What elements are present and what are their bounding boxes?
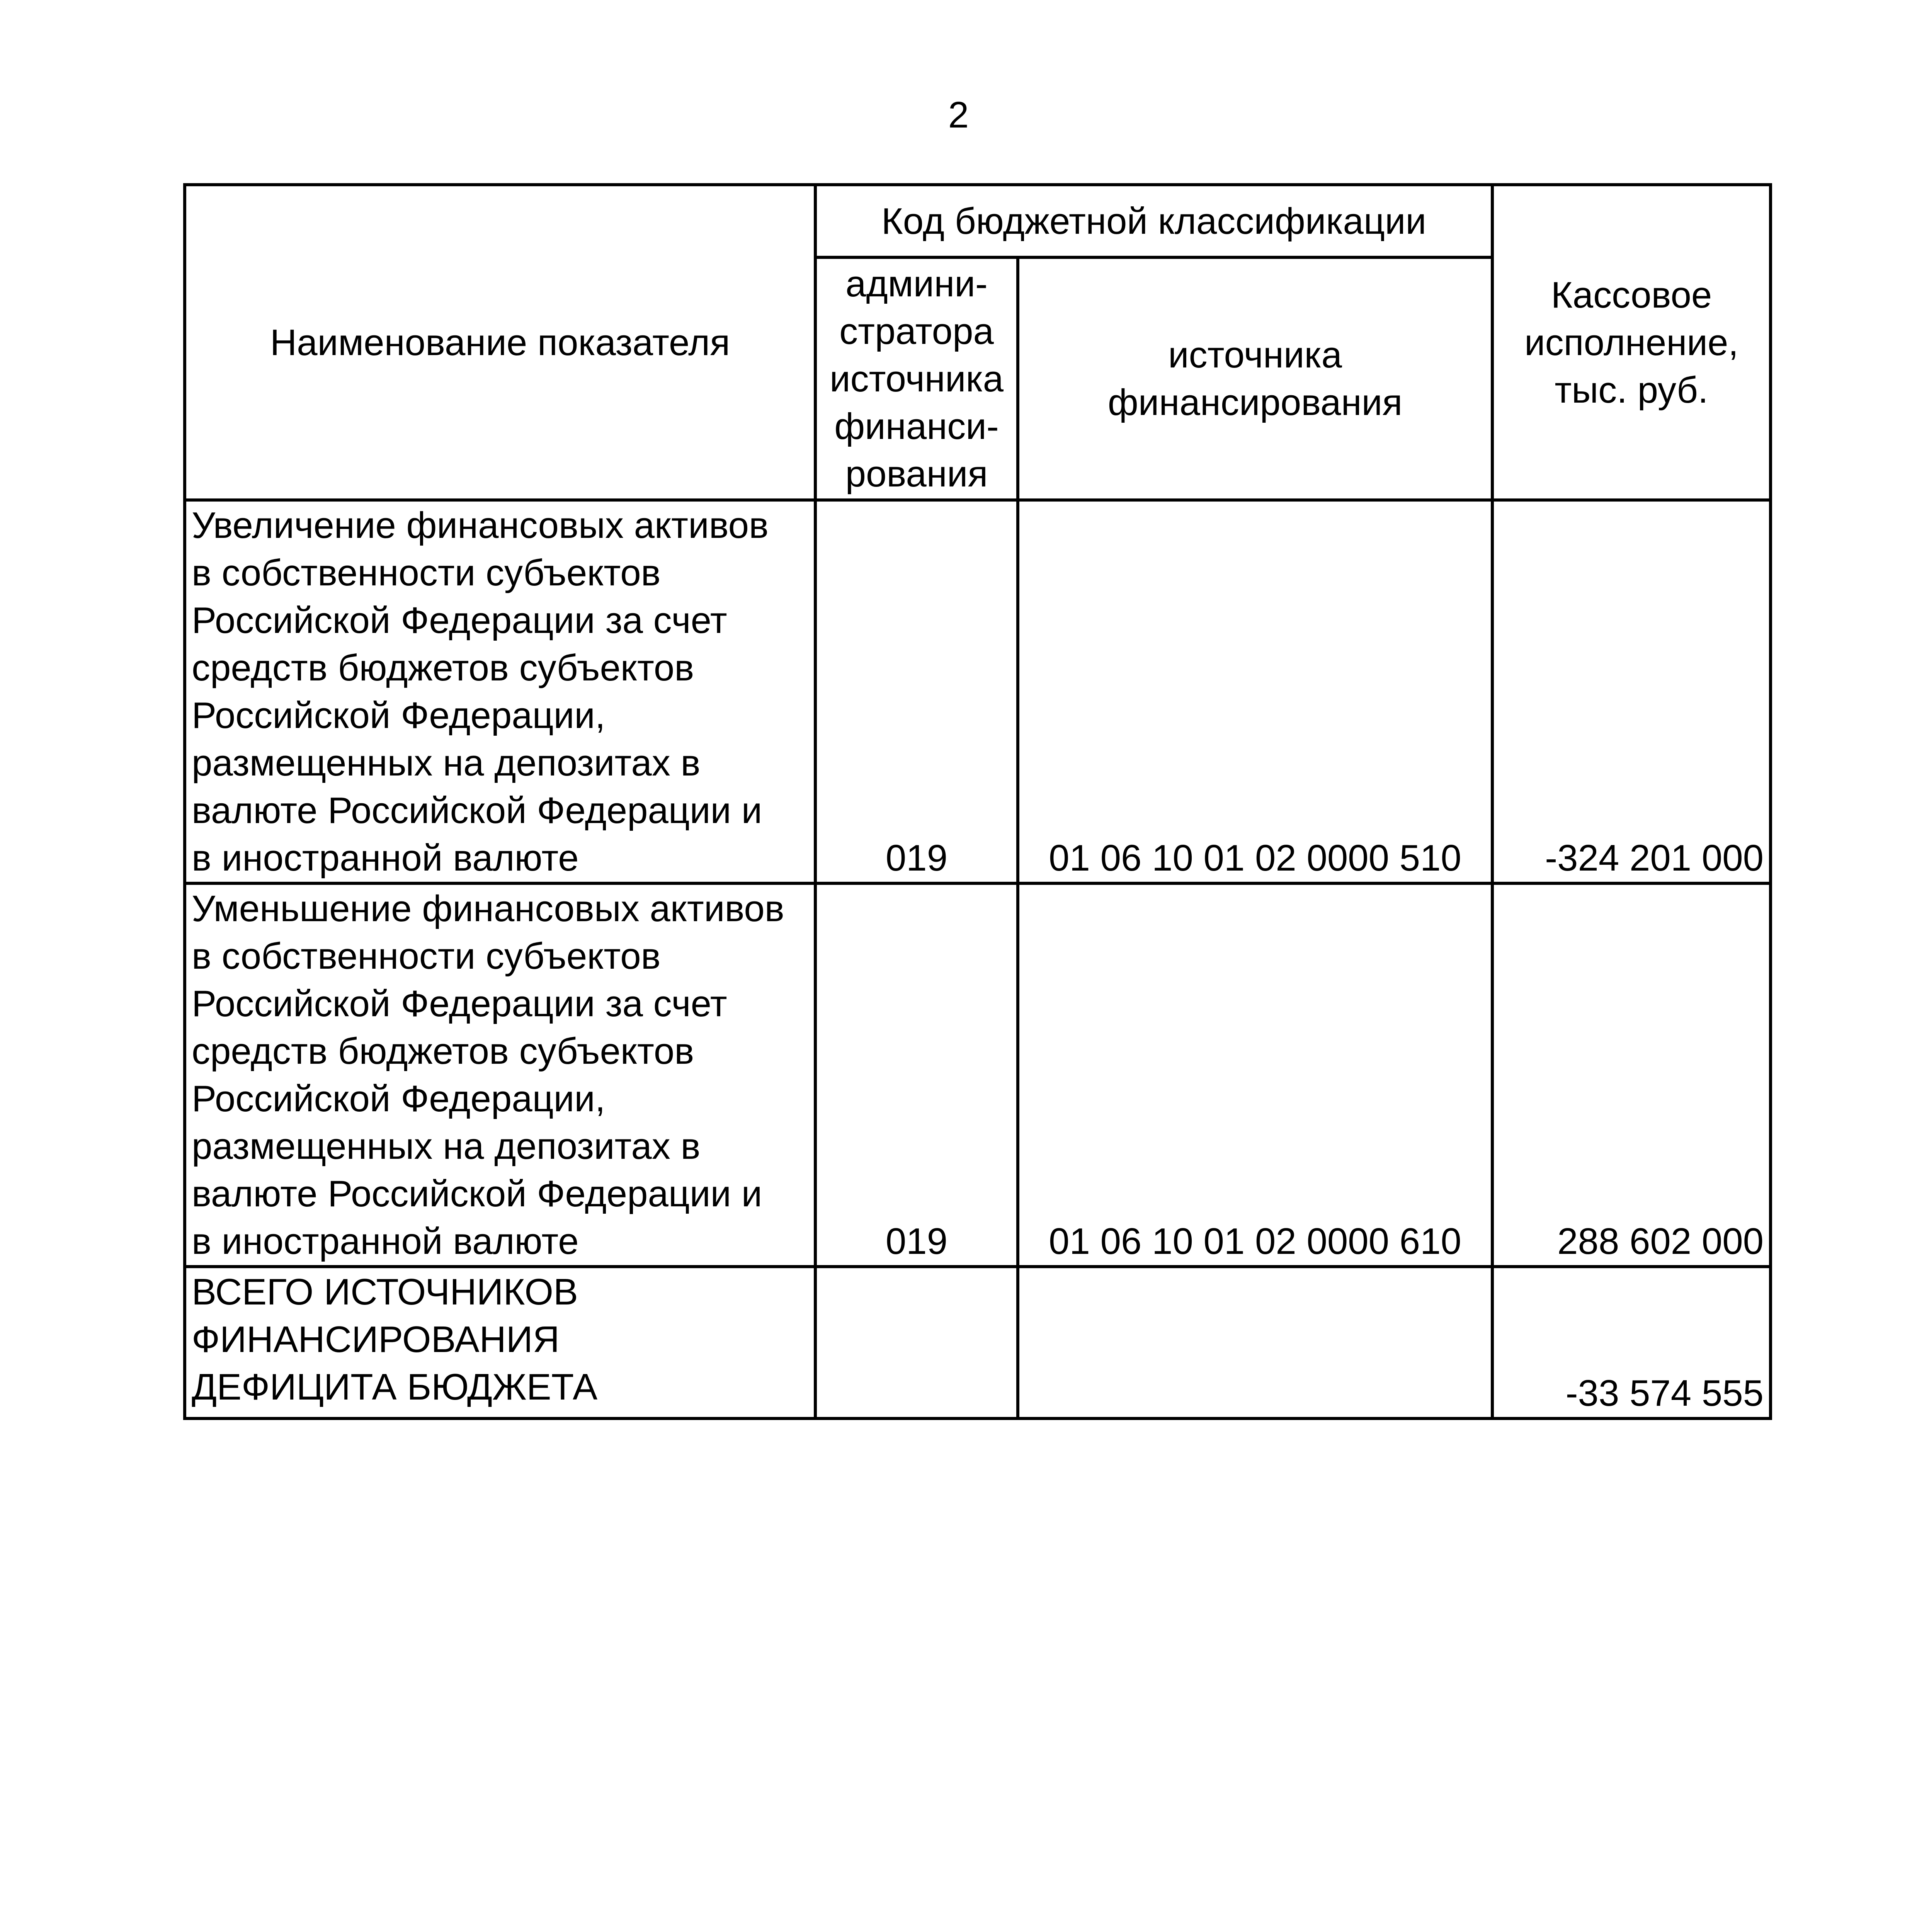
indicator-name-line: Уменьшение финансовых активов <box>192 888 784 929</box>
indicator-name-line: Российской Федерации, <box>192 1078 606 1119</box>
indicator-name-line: в собственности субъектов <box>192 552 661 594</box>
sources-financing-table <box>183 183 1772 1420</box>
indicator-name-line: в иностранной валюте <box>192 1221 579 1262</box>
table-row <box>185 883 1771 1267</box>
indicator-name-line: Российской Федерации за счет <box>192 983 727 1024</box>
header-source-line: источника <box>1168 334 1342 376</box>
total-label-cell <box>185 1267 815 1418</box>
header-admin-line: финанси- <box>834 405 999 447</box>
admin-code-cell: 019 <box>815 500 1018 883</box>
indicator-name-line: Российской Федерации, <box>192 695 606 736</box>
header-admin-line: рования <box>845 453 988 495</box>
total-row <box>185 1267 1771 1418</box>
header-row-1 <box>185 185 1771 257</box>
header-cash-execution <box>1492 185 1771 500</box>
total-source-code-cell <box>1018 1267 1492 1418</box>
header-cash-execution-line: тыс. руб. <box>1555 369 1708 411</box>
total-label-line: ВСЕГО ИСТОЧНИКОВ <box>192 1271 578 1313</box>
indicator-name-line: Российской Федерации за счет <box>192 600 727 641</box>
indicator-name-line: валюте Российской Федерации и <box>192 790 762 831</box>
source-code-cell: 01 06 10 01 02 0000 610 <box>1018 883 1492 1267</box>
page-number: 2 <box>948 94 969 136</box>
indicator-name-line: размещенных на депозитах в <box>192 1126 701 1167</box>
indicator-name-line: в собственности субъектов <box>192 935 661 977</box>
header-admin-line: стратора <box>839 310 994 352</box>
amount-cell: -324 201 000 <box>1492 500 1771 883</box>
admin-code-cell: 019 <box>815 883 1018 1267</box>
header-cash-execution-line: Кассовое <box>1551 274 1712 316</box>
indicator-name-line: средств бюджетов субъектов <box>192 647 694 689</box>
indicator-name-line: средств бюджетов субъектов <box>192 1031 694 1072</box>
total-label-line: ФИНАНСИРОВАНИЯ <box>192 1319 560 1360</box>
total-label-line: ДЕФИЦИТА БЮДЖЕТА <box>192 1366 598 1408</box>
source-code-cell: 01 06 10 01 02 0000 510 <box>1018 500 1492 883</box>
header-source-line: финансирования <box>1107 382 1403 423</box>
total-amount-cell: -33 574 555 <box>1492 1267 1771 1418</box>
header-financing-source <box>1018 257 1492 500</box>
indicator-name-line: валюте Российской Федерации и <box>192 1173 762 1214</box>
header-indicator-name: Наименование показателя <box>185 185 815 500</box>
header-admin-line: источника <box>830 358 1004 400</box>
indicator-name-cell <box>185 883 815 1267</box>
header-cash-execution-line: исполнение, <box>1524 321 1739 363</box>
header-source-administrator <box>815 257 1018 500</box>
header-budget-classification-code: Код бюджетной классификации <box>815 185 1492 257</box>
indicator-name-line: Увеличение финансовых активов <box>192 505 769 546</box>
total-admin-code-cell <box>815 1267 1018 1418</box>
indicator-name-line: в иностранной валюте <box>192 837 579 879</box>
amount-cell: 288 602 000 <box>1492 883 1771 1267</box>
table-row <box>185 500 1771 883</box>
indicator-name-line: размещенных на депозитах в <box>192 742 701 784</box>
indicator-name-cell <box>185 500 815 883</box>
header-admin-line: админи- <box>845 263 988 304</box>
